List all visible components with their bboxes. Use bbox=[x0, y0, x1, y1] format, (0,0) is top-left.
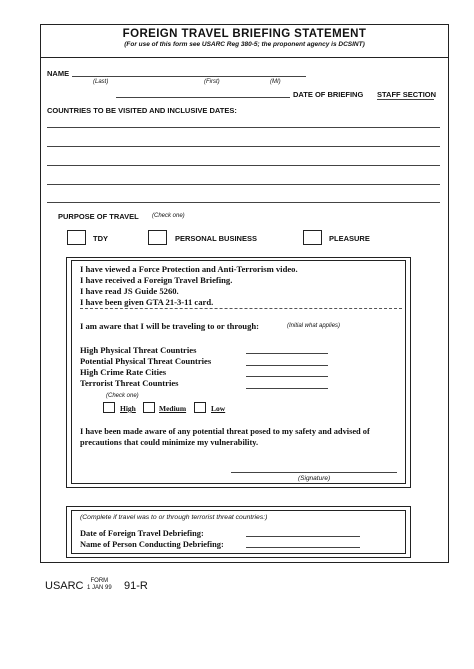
countries-line-1[interactable] bbox=[47, 127, 440, 128]
last-name-caption: (Last) bbox=[93, 79, 109, 85]
purpose-label: PURPOSE OF TRAVEL bbox=[58, 212, 139, 221]
threat-terrorist-initial[interactable] bbox=[246, 388, 328, 389]
aware-statement: I am aware that I will be traveling to or through: bbox=[80, 321, 260, 331]
mi-caption: (MI) bbox=[270, 79, 281, 85]
level-medium-label: Medium bbox=[159, 404, 187, 413]
purpose-hint: (Check one) bbox=[152, 213, 185, 219]
countries-line-4[interactable] bbox=[47, 184, 440, 185]
dashed-divider bbox=[80, 308, 402, 309]
staff-section-field[interactable] bbox=[377, 99, 434, 100]
threat-high-crime: High Crime Rate Cities bbox=[80, 367, 167, 377]
debriefing-note: (Complete if travel was to or through terrorist threat countries:) bbox=[80, 514, 268, 521]
debriefing-date-field[interactable] bbox=[246, 536, 360, 537]
tdy-label: TDY bbox=[93, 234, 108, 243]
threat-potential-physical-initial[interactable] bbox=[246, 365, 328, 366]
level-low-label: Low bbox=[211, 404, 226, 413]
signature-field[interactable] bbox=[231, 472, 397, 473]
threat-high-physical: High Physical Threat Countries bbox=[80, 345, 197, 355]
pleasure-checkbox[interactable] bbox=[303, 230, 322, 245]
statement-gta-card: I have been given GTA 21-3-11 card. bbox=[80, 297, 214, 307]
statement-briefing: I have received a Foreign Travel Briefing. bbox=[80, 275, 233, 285]
countries-line-5[interactable] bbox=[47, 202, 440, 203]
footer-form-number: 91-R bbox=[124, 580, 148, 592]
aware-hint: (Initial what applies) bbox=[287, 323, 341, 329]
level-high-label: High bbox=[120, 404, 136, 413]
threat-high-physical-initial[interactable] bbox=[246, 353, 328, 354]
threat-high-crime-initial[interactable] bbox=[246, 376, 328, 377]
personal-business-checkbox[interactable] bbox=[148, 230, 167, 245]
countries-line-2[interactable] bbox=[47, 146, 440, 147]
level-low-checkbox[interactable] bbox=[194, 402, 206, 413]
level-medium-checkbox[interactable] bbox=[143, 402, 155, 413]
footer-org: USARC bbox=[45, 580, 84, 592]
tdy-checkbox[interactable] bbox=[67, 230, 86, 245]
first-name-caption: (First) bbox=[204, 79, 220, 85]
staff-section-label: STAFF SECTION bbox=[377, 90, 437, 99]
countries-label: COUNTRIES TO BE VISITED AND INCLUSIVE DATES: bbox=[47, 106, 237, 115]
name-field[interactable] bbox=[72, 76, 306, 77]
date-of-briefing-label: DATE OF BRIEFING bbox=[293, 90, 364, 99]
level-high-checkbox[interactable] bbox=[103, 402, 115, 413]
countries-line-3[interactable] bbox=[47, 165, 440, 166]
debriefing-date-label: Date of Foreign Travel Debriefing: bbox=[80, 529, 204, 538]
date-of-briefing-field[interactable] bbox=[116, 97, 290, 98]
check-one-hint: (Check one) bbox=[106, 393, 139, 399]
pleasure-label: PLEASURE bbox=[329, 234, 370, 243]
advised-statement-line-2: precautions that could minimize my vulnerability. bbox=[80, 438, 259, 447]
form-subtitle: (For use of this form see USARC Reg 380-5; the proponent agency is DCSINT) bbox=[124, 41, 365, 48]
signature-caption: (Signature) bbox=[298, 475, 331, 482]
footer-form-stack bbox=[87, 578, 112, 592]
footer-form-date: 1 JAN 99 bbox=[87, 585, 112, 591]
footer-form-word: FORM bbox=[90, 578, 109, 584]
threat-terrorist: Terrorist Threat Countries bbox=[80, 378, 179, 388]
threat-potential-physical: Potential Physical Threat Countries bbox=[80, 356, 212, 366]
debriefing-person-label: Name of Person Conducting Debriefing: bbox=[80, 540, 224, 549]
name-label: NAME bbox=[47, 69, 70, 78]
advised-statement-line-1: I have been made aware of any potential threat posed to my safety and advised of bbox=[80, 427, 370, 436]
form-header bbox=[41, 25, 448, 58]
statement-js-guide: I have read JS Guide 5260. bbox=[80, 286, 179, 296]
personal-business-label: PERSONAL BUSINESS bbox=[175, 234, 257, 243]
debriefing-person-field[interactable] bbox=[246, 547, 360, 548]
statement-video: I have viewed a Force Protection and Anti-Terrorism video. bbox=[80, 264, 298, 274]
form-title: FOREIGN TRAVEL BRIEFING STATEMENT bbox=[122, 28, 367, 40]
